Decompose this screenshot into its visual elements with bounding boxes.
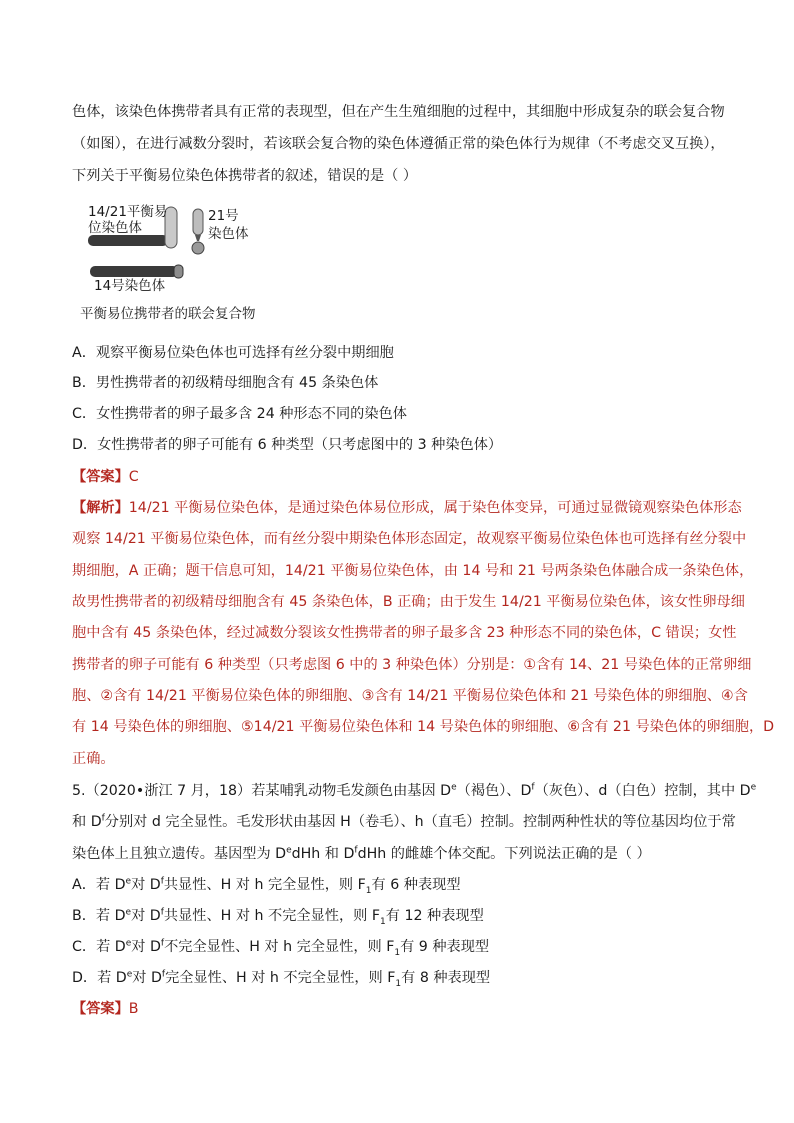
opt-text: 不完全显性、H 对 h 完全显性，则 F xyxy=(164,939,395,955)
q4-option-a: A．观察平衡易位染色体也可选择有丝分裂中期细胞 xyxy=(72,345,394,361)
sup: f xyxy=(531,782,535,793)
intro-line-1: 色体，该染色体携带者具有正常的表现型，但在产生生殖细胞的过程中，其细胞中形成复杂的联会复合物 xyxy=(72,104,725,120)
opt-text: 完全显性、H 对 h 不完全显性，则 F xyxy=(165,970,396,986)
sub: 1 xyxy=(394,947,401,958)
opt-text: 对 D xyxy=(131,939,161,955)
opt-text: 对 D xyxy=(131,908,161,924)
q5-text: （灰色）、d（白色）控制，其中 D xyxy=(534,783,751,799)
q4-option-d: D．女性携带者的卵子可能有 6 种类型（只考虑图中的 3 种染色体） xyxy=(72,437,503,453)
sup: f xyxy=(161,969,166,980)
analysis-tag: 【解析】 xyxy=(72,500,129,516)
q4-analysis-line-4: 故男性携带者的初级精母细胞含有 45 条染色体，B 正确；由于发生 14/21 平衡易位染色体，该女性卵母细 xyxy=(72,594,745,610)
q5-text: 分别对 d 完全显性。毛发形状由基因 H（卷毛）、h（直毛）控制。控制两种性状的等位基因均位于常 xyxy=(104,814,736,830)
label-chromosome-21-line-2: 染色体 xyxy=(208,226,249,242)
opt-text: A．若 D xyxy=(72,877,126,893)
label-chromosome-14: 14号染色体 xyxy=(94,278,166,294)
opt-text: C．若 D xyxy=(72,939,126,955)
sup: f xyxy=(160,938,165,949)
sub: 1 xyxy=(395,978,402,989)
opt-text: 有 6 种表现型 xyxy=(371,877,461,893)
opt-text: D．若 D xyxy=(72,970,127,986)
q4-analysis-line-7: 胞、②含有 14/21 平衡易位染色体的卵细胞、③含有 14/21 平衡易位染色体和 21 号染色体的卵细胞、④含 xyxy=(72,688,748,704)
sup: f xyxy=(160,876,164,887)
sup: f xyxy=(354,845,358,856)
q5-stem-line-2 xyxy=(72,812,736,832)
q4-analysis-line-9: 正确。 xyxy=(72,751,115,767)
label-chromosome-21-line-1: 21号 xyxy=(208,208,239,224)
q4-analysis-line-6: 携带者的卵子可能有 6 种类型（只考虑图 6 中的 3 种染色体）分别是：①含有 14、21 号染色体的正常卵细 xyxy=(72,657,752,673)
sup: e xyxy=(125,938,132,949)
q5-text: 5.（2020•浙江 7 月，18）若某哺乳动物毛发颜色由基因 D xyxy=(72,783,452,799)
q4-option-c: C．女性携带者的卵子最多含 24 种形态不同的染色体 xyxy=(72,406,407,422)
label-translocation-line-2: 位染色体 xyxy=(88,220,142,236)
chromosome-21-upper xyxy=(193,209,203,235)
sub: 1 xyxy=(380,916,386,927)
answer-value: B xyxy=(128,1001,139,1017)
q4-analysis-line-8: 有 14 号染色体的卵细胞、⑤14/21 平衡易位染色体和 14 号染色体的卵细胞、⑥含有 21 号染色体的卵细胞，D xyxy=(72,719,775,735)
opt-text: B．若 D xyxy=(72,908,126,924)
q4-analysis-line-2: 观察 14/21 平衡易位染色体，而有丝分裂中期染色体形态固定，故观察平衡易位染色体也可选择有丝分裂中 xyxy=(72,531,747,547)
answer-tag: 【答案】 xyxy=(72,469,129,485)
q5-text: dHh 和 D xyxy=(291,846,355,862)
opt-text: 共显性、H 对 h 不完全显性，则 F xyxy=(163,908,381,924)
q5-option-d xyxy=(72,968,490,988)
analysis-text: 14/21 平衡易位染色体，是通过染色体易位形成，属于染色体变异，可通过显微镜观察染色体形态 xyxy=(128,500,742,516)
q4-analysis-line-1 xyxy=(72,498,742,518)
opt-text: 有 8 种表现型 xyxy=(401,970,491,986)
q5-text: 染色体上且独立遗传。基因型为 D xyxy=(72,846,287,862)
label-translocation-line-1: 14/21平衡易 xyxy=(88,204,168,220)
sup: e xyxy=(126,969,133,980)
q5-option-a xyxy=(72,875,461,895)
q5-stem-line-1 xyxy=(72,781,756,801)
q5-option-b xyxy=(72,906,484,926)
chromosome-14-arm xyxy=(90,266,178,277)
sup: e xyxy=(125,876,132,887)
figure-caption: 平衡易位携带者的联会复合物 xyxy=(80,306,256,322)
sup: e xyxy=(750,782,757,793)
opt-text: 有 9 种表现型 xyxy=(400,939,490,955)
q4-option-b: B．男性携带者的初级精母细胞含有 45 条染色体 xyxy=(72,375,379,391)
q5-text: （褐色）、D xyxy=(456,783,532,799)
intro-line-2: （如图），在进行减数分裂时，若该联会复合物的染色体遵循正常的染色体行为规律（不考虑交叉互换）， xyxy=(72,136,725,152)
q5-answer xyxy=(72,999,139,1019)
q5-option-c xyxy=(72,937,489,957)
intro-line-3: 下列关于平衡易位染色体携带者的叙述，错误的是（ ） xyxy=(72,168,418,184)
opt-text: 共显性、H 对 h 完全显性，则 F xyxy=(163,877,366,893)
sup: f xyxy=(160,907,164,918)
sup: e xyxy=(286,845,292,856)
q4-analysis-line-3: 期细胞，A 正确；题干信息可知，14/21 平衡易位染色体，由 14 号和 21 号两条染色体融合成一条染色体， xyxy=(72,563,754,579)
chromosome-21-centromere xyxy=(195,235,201,241)
opt-text: 对 D xyxy=(131,877,161,893)
sub: 1 xyxy=(365,885,372,896)
answer-value: C xyxy=(128,469,139,485)
opt-text: 对 D xyxy=(132,970,162,986)
q5-stem-line-3 xyxy=(72,844,651,864)
opt-text: 有 12 种表现型 xyxy=(385,908,484,924)
answer-tag: 【答案】 xyxy=(72,1001,129,1017)
sup: f xyxy=(101,813,105,824)
synapsis-complex-figure xyxy=(78,200,338,325)
sup: e xyxy=(125,907,132,918)
q4-answer xyxy=(72,467,139,487)
q4-analysis-line-5: 胞中含有 45 条染色体，经过减数分裂该女性携带者的卵子最多含 23 种形态不同的染色体，C 错误；女性 xyxy=(72,625,737,641)
chromosome-14-tip xyxy=(174,265,183,278)
q5-text: 和 D xyxy=(72,814,102,830)
sup: e xyxy=(451,782,457,793)
chromosome-21-lower xyxy=(192,242,204,254)
q5-text: dHh 的雌雄个体交配。下列说法正确的是（ ） xyxy=(357,846,651,862)
